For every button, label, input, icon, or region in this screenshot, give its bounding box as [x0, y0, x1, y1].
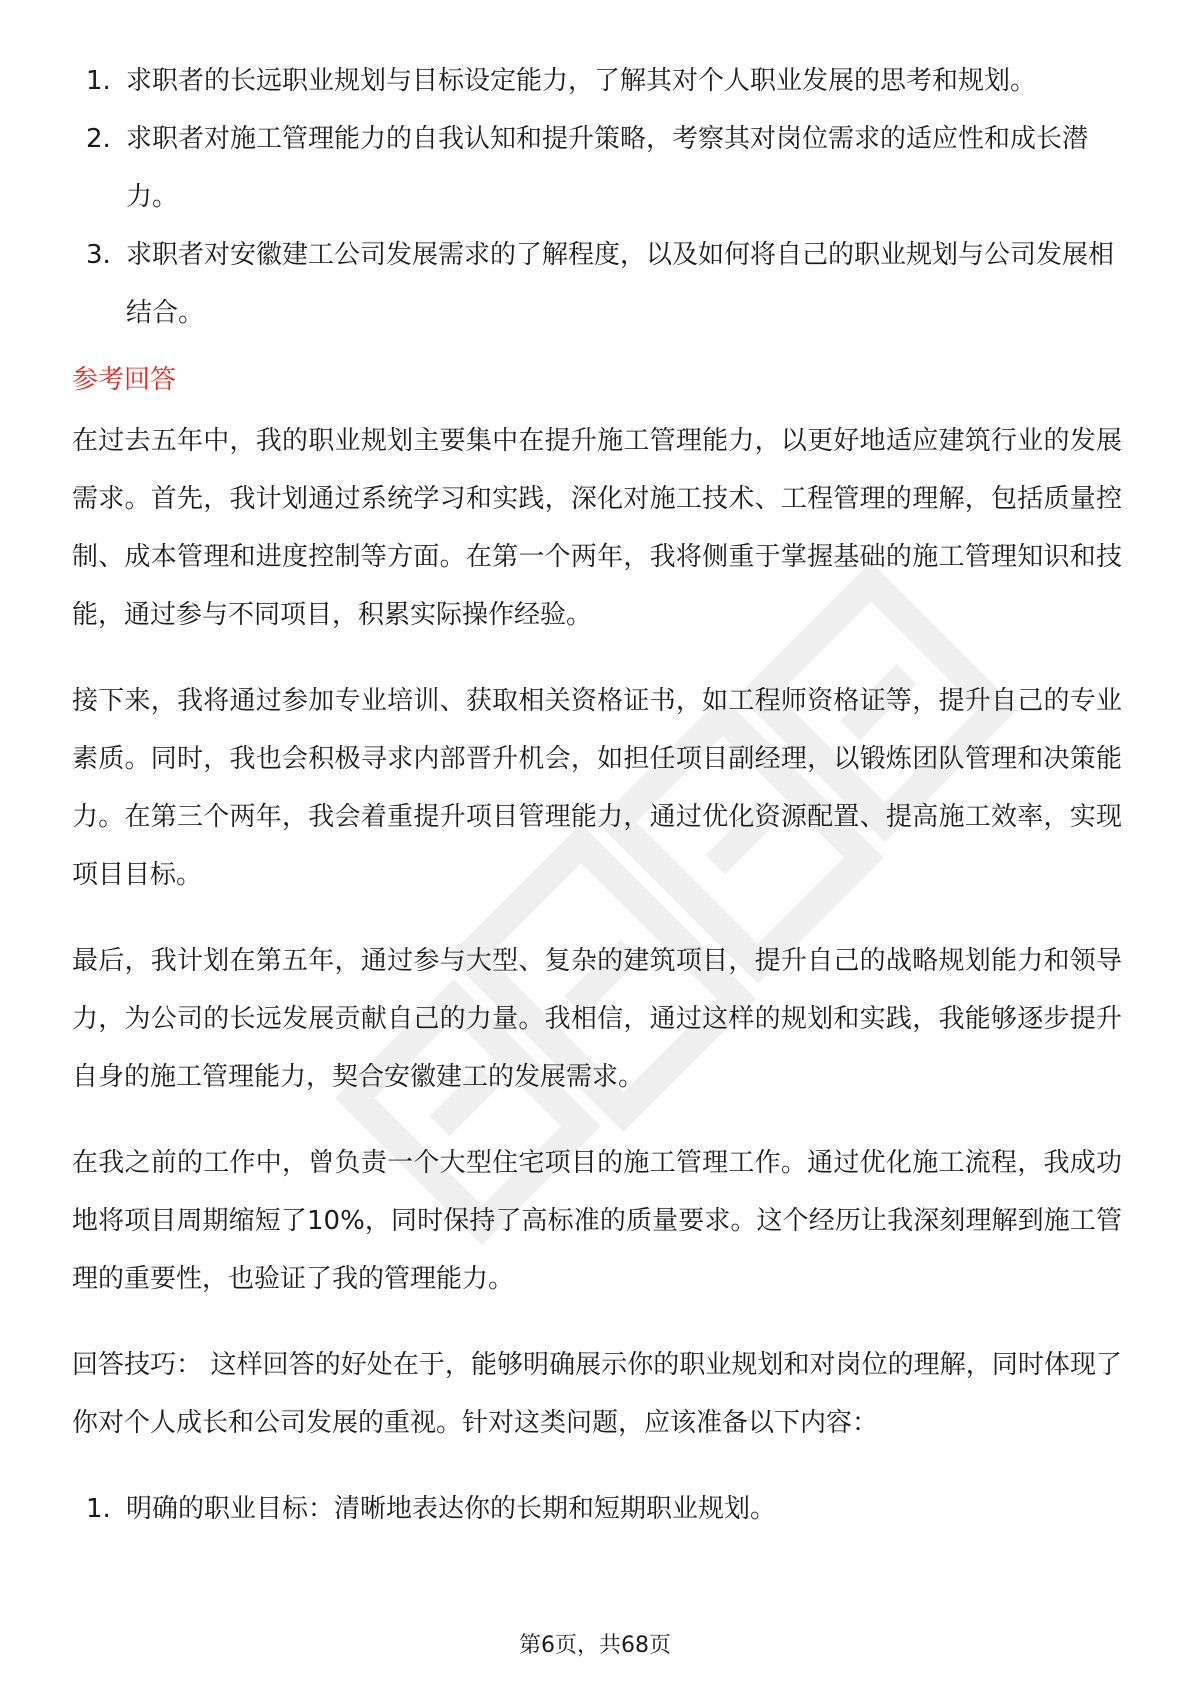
- list-item-text: 求职者对施工管理能力的自我认知和提升策略，考察其对岗位需求的适应性和成长潜力。: [126, 124, 1089, 212]
- list-item: [72, 52, 1122, 110]
- section-title: 参考回答: [72, 365, 177, 395]
- page-number-footer: 第6页，共68页: [519, 1633, 671, 1658]
- list-item-number: 1.: [86, 1494, 111, 1524]
- paragraph: 接下来，我将通过参加专业培训、获取相关资格证书，如工程师资格证等，提升自己的专业素质。同时，我也会积极寻求内部晋升机会，如担任项目副经理，以锻炼团队管理和决策能力。在第三个两年，我会着重提升项目管理能力，通过优化资源配置、提高施工效率，实现项目目标。: [72, 686, 1122, 890]
- paragraph: 最后，我计划在第五年，通过参与大型、复杂的建筑项目，提升自己的战略规划能力和领导力，为公司的长远发展贡献自己的力量。我相信，通过这样的规划和实践，我能够逐步提升自身的施工管理能力，契合安徽建工的发展需求。: [72, 946, 1122, 1092]
- page-content: [72, 52, 1122, 1538]
- list-item-number: 1.: [86, 66, 111, 96]
- top-numbered-list: [72, 52, 1122, 342]
- list-item-number: 2.: [86, 124, 111, 154]
- paragraph: 在我之前的工作中，曾负责一个大型住宅项目的施工管理工作。通过优化施工流程，我成功地将项目周期缩短了10%，同时保持了高标准的质量要求。这个经历让我深刻理解到施工管理的重要性，也验证了我的管理能力。: [72, 1148, 1122, 1294]
- bottom-numbered-list: [72, 1480, 1122, 1538]
- list-item-text: 求职者的长远职业规划与目标设定能力，了解其对个人职业发展的思考和规划。: [126, 66, 1037, 96]
- list-item: [72, 110, 1122, 226]
- list-item-text: 明确的职业目标：清晰地表达你的长期和短期职业规划。: [126, 1494, 777, 1524]
- list-item-text: 求职者对安徽建工公司发展需求的了解程度，以及如何将自己的职业规划与公司发展相结合。: [126, 240, 1115, 328]
- answer-tips-paragraph: 回答技巧： 这样回答的好处在于，能够明确展示你的职业规划和对岗位的理解，同时体现了你对个人成长和公司发展的重视。针对这类问题，应该准备以下内容：: [72, 1350, 1122, 1438]
- list-item: [72, 226, 1122, 342]
- paragraph: 在过去五年中，我的职业规划主要集中在提升施工管理能力，以更好地适应建筑行业的发展需求。首先，我计划通过系统学习和实践，深化对施工技术、工程管理的理解，包括质量控制、成本管理和进度控制等方面。在第一个两年，我将侧重于掌握基础的施工管理知识和技能，通过参与不同项目，积累实际操作经验。: [72, 426, 1122, 630]
- list-item-number: 3.: [86, 240, 111, 270]
- list-item: [72, 1480, 1122, 1538]
